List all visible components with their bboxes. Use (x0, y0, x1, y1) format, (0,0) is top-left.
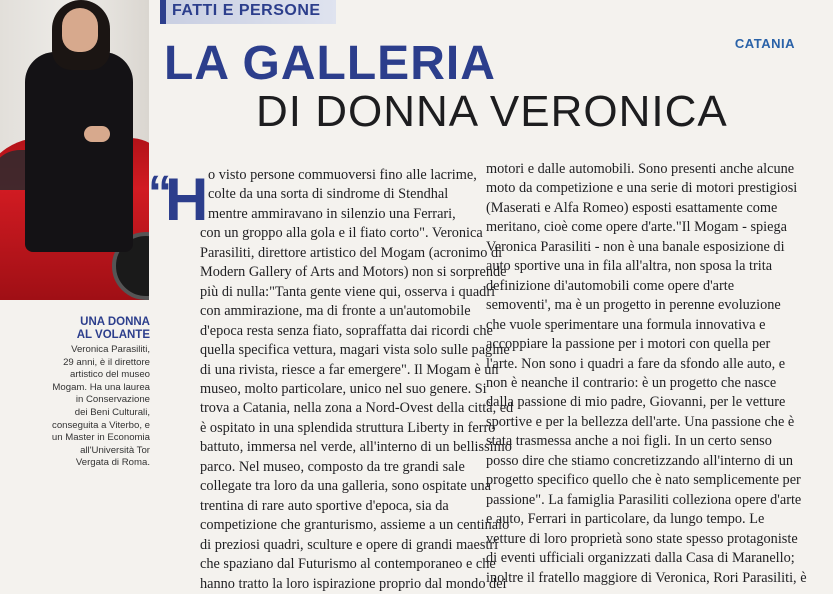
text-line: di eventi ufficiali organizzati dalla Casa di Maranello; (486, 550, 795, 567)
text-line: vetture di loro proprietà sono state spesso protagoniste (486, 530, 798, 547)
text-line: Parasiliti, direttore artistico del Mogam (acronimo di (200, 244, 503, 261)
caption-title-line: AL VOLANTE (76, 329, 150, 341)
text-line: conseguita a Viterbo, e (52, 419, 150, 431)
text-line: Mogam. Ha una laurea (52, 381, 150, 393)
text-line: hanno tratto la loro ispirazione proprio dal mondo dei (200, 575, 507, 592)
text-line: di preziosi quadri, sculture e opere di grandi maestri (200, 536, 499, 553)
text-line: museo, molto particolare, unico nel suo genere. Si (200, 380, 487, 397)
text-line: o visto persone commuoversi fino alle lacrime, (208, 167, 477, 183)
text-line: l'arte. Non sono i quadri a fare da sfondo alle auto, e (486, 355, 786, 372)
text-line: stata trasmessa anche a noi figli. In un certo senso (486, 433, 772, 450)
text-line: trentina di rare auto sportive d'epoca, sia da (200, 497, 449, 514)
headline-line-2: DI DONNA VERONICA (256, 87, 728, 136)
caption-title-line: UNA DONNA (80, 316, 150, 328)
woman-face (62, 8, 98, 52)
text-line: meritano, cioè come opere d'arte."Il Mogam - spiega (486, 219, 787, 236)
section-label: FATTI E PERSONE (172, 2, 321, 19)
text-line: definizione di'automobili come opere d'arte (486, 277, 735, 294)
text-line: competizione che granturismo, assieme a un centinaio (200, 517, 510, 534)
text-line: trova a Catania, nella zona a Nord-Ovest della città, ed (200, 400, 514, 417)
text-line: progetto specifico quello che è nato semplicemente per (486, 472, 801, 489)
text-line: dei Beni Culturali, (74, 406, 150, 418)
text-line: parco. Nel museo, composto da tre grandi sale (200, 458, 465, 475)
text-line: mentre ammiravano in silenzio una Ferrari, (208, 205, 456, 222)
text-line: più di nulla:"Tanta gente viene qui, osserva i quadri (200, 283, 496, 300)
text-line: colte da una sorta di sindrome di Stendhal (208, 186, 449, 203)
drop-cap: H (165, 166, 209, 233)
caption-body (40, 344, 150, 470)
text-line: all'Università Tor (80, 444, 150, 456)
text-line: quella specifica vettura, magari vista solo sulle pagine (200, 342, 510, 359)
text-line: d'epoca resta senza fiato, sopraffatta dai ricordi che (200, 322, 493, 339)
text-line: non è neanche il contrario: è un progetto che nasce (486, 374, 777, 391)
text-line: con ammirazione, ma di fronte a un'automobile (200, 303, 471, 320)
text-line: Veronica Parasiliti, (71, 344, 150, 355)
headline-line-1: LA GALLERIA (164, 37, 496, 90)
text-line: con un groppo alla gola e il fiato corto". Veronica (200, 225, 483, 242)
woman-hand (84, 126, 110, 142)
location-label: CATANIA (734, 36, 795, 51)
text-line: in Conservazione (75, 394, 150, 406)
article-column-left (200, 166, 514, 594)
article-column-right (486, 160, 806, 588)
text-line: (Maserati e Alfa Romeo) esposti esattamente come (486, 199, 778, 216)
text-line: 29 anni, è il direttore (63, 356, 150, 368)
portrait-photo (0, 0, 149, 300)
text-line: Modern Gallery of Arts and Motors) non si sorprende (200, 264, 507, 281)
text-line: è ospitato in una splendida struttura Liberty in ferro (200, 419, 496, 436)
text-line: che vuole sperimentare una formula innovativa e (486, 316, 766, 333)
text-line: battuto, immersa nel verde, all'interno di un bellissimo (200, 439, 512, 456)
text-line: passione". La famiglia Parasiliti colleziona opere d'arte (486, 491, 802, 508)
text-line: sportive e per la bellezza dell'arte. Una passione che è (486, 413, 795, 430)
woman-figure (25, 52, 133, 252)
quote-mark: “ (148, 167, 172, 220)
text-line: artistico del museo (70, 369, 150, 381)
text-line: un Master in Economia (51, 432, 150, 444)
caption-title (40, 316, 150, 342)
text-line: collegate tra loro da una galleria, sono ospitate una (200, 478, 491, 495)
text-line: posso dire che stiamo concretizzando all'interno di un (486, 452, 794, 469)
text-line: inoltre il fratello maggiore di Veronica, Rori Parasiliti, è (486, 569, 807, 586)
text-line: semoventi', ma è un progetto in perenne evoluzione (486, 297, 781, 314)
text-line: accoppiare la passione per i motori con quella per (486, 336, 771, 353)
text-line: Vergata di Roma. (75, 457, 150, 469)
text-line: Veronica Parasiliti - non è una banale esposizione di (486, 238, 785, 255)
text-line: motori e dalle automobili. Sono presenti anche alcune (486, 161, 795, 177)
text-line: di una rivista, riesce a far emergere". Il Mogam è un (200, 361, 499, 378)
text-line: moto da competizione e una serie di motori prestigiosi (486, 180, 798, 197)
text-line: che spaziano dal Futurismo al contemporaneo e che (200, 556, 496, 573)
text-line: e auto, Ferrari in particolare, da lungo tempo. Le (486, 511, 765, 528)
text-line: auto sportive una in fila all'altra, non sposa la trita (486, 258, 773, 275)
photo-caption (40, 316, 150, 470)
text-line: dalla passione di mio padre, Giovanni, per le vetture (486, 394, 786, 411)
